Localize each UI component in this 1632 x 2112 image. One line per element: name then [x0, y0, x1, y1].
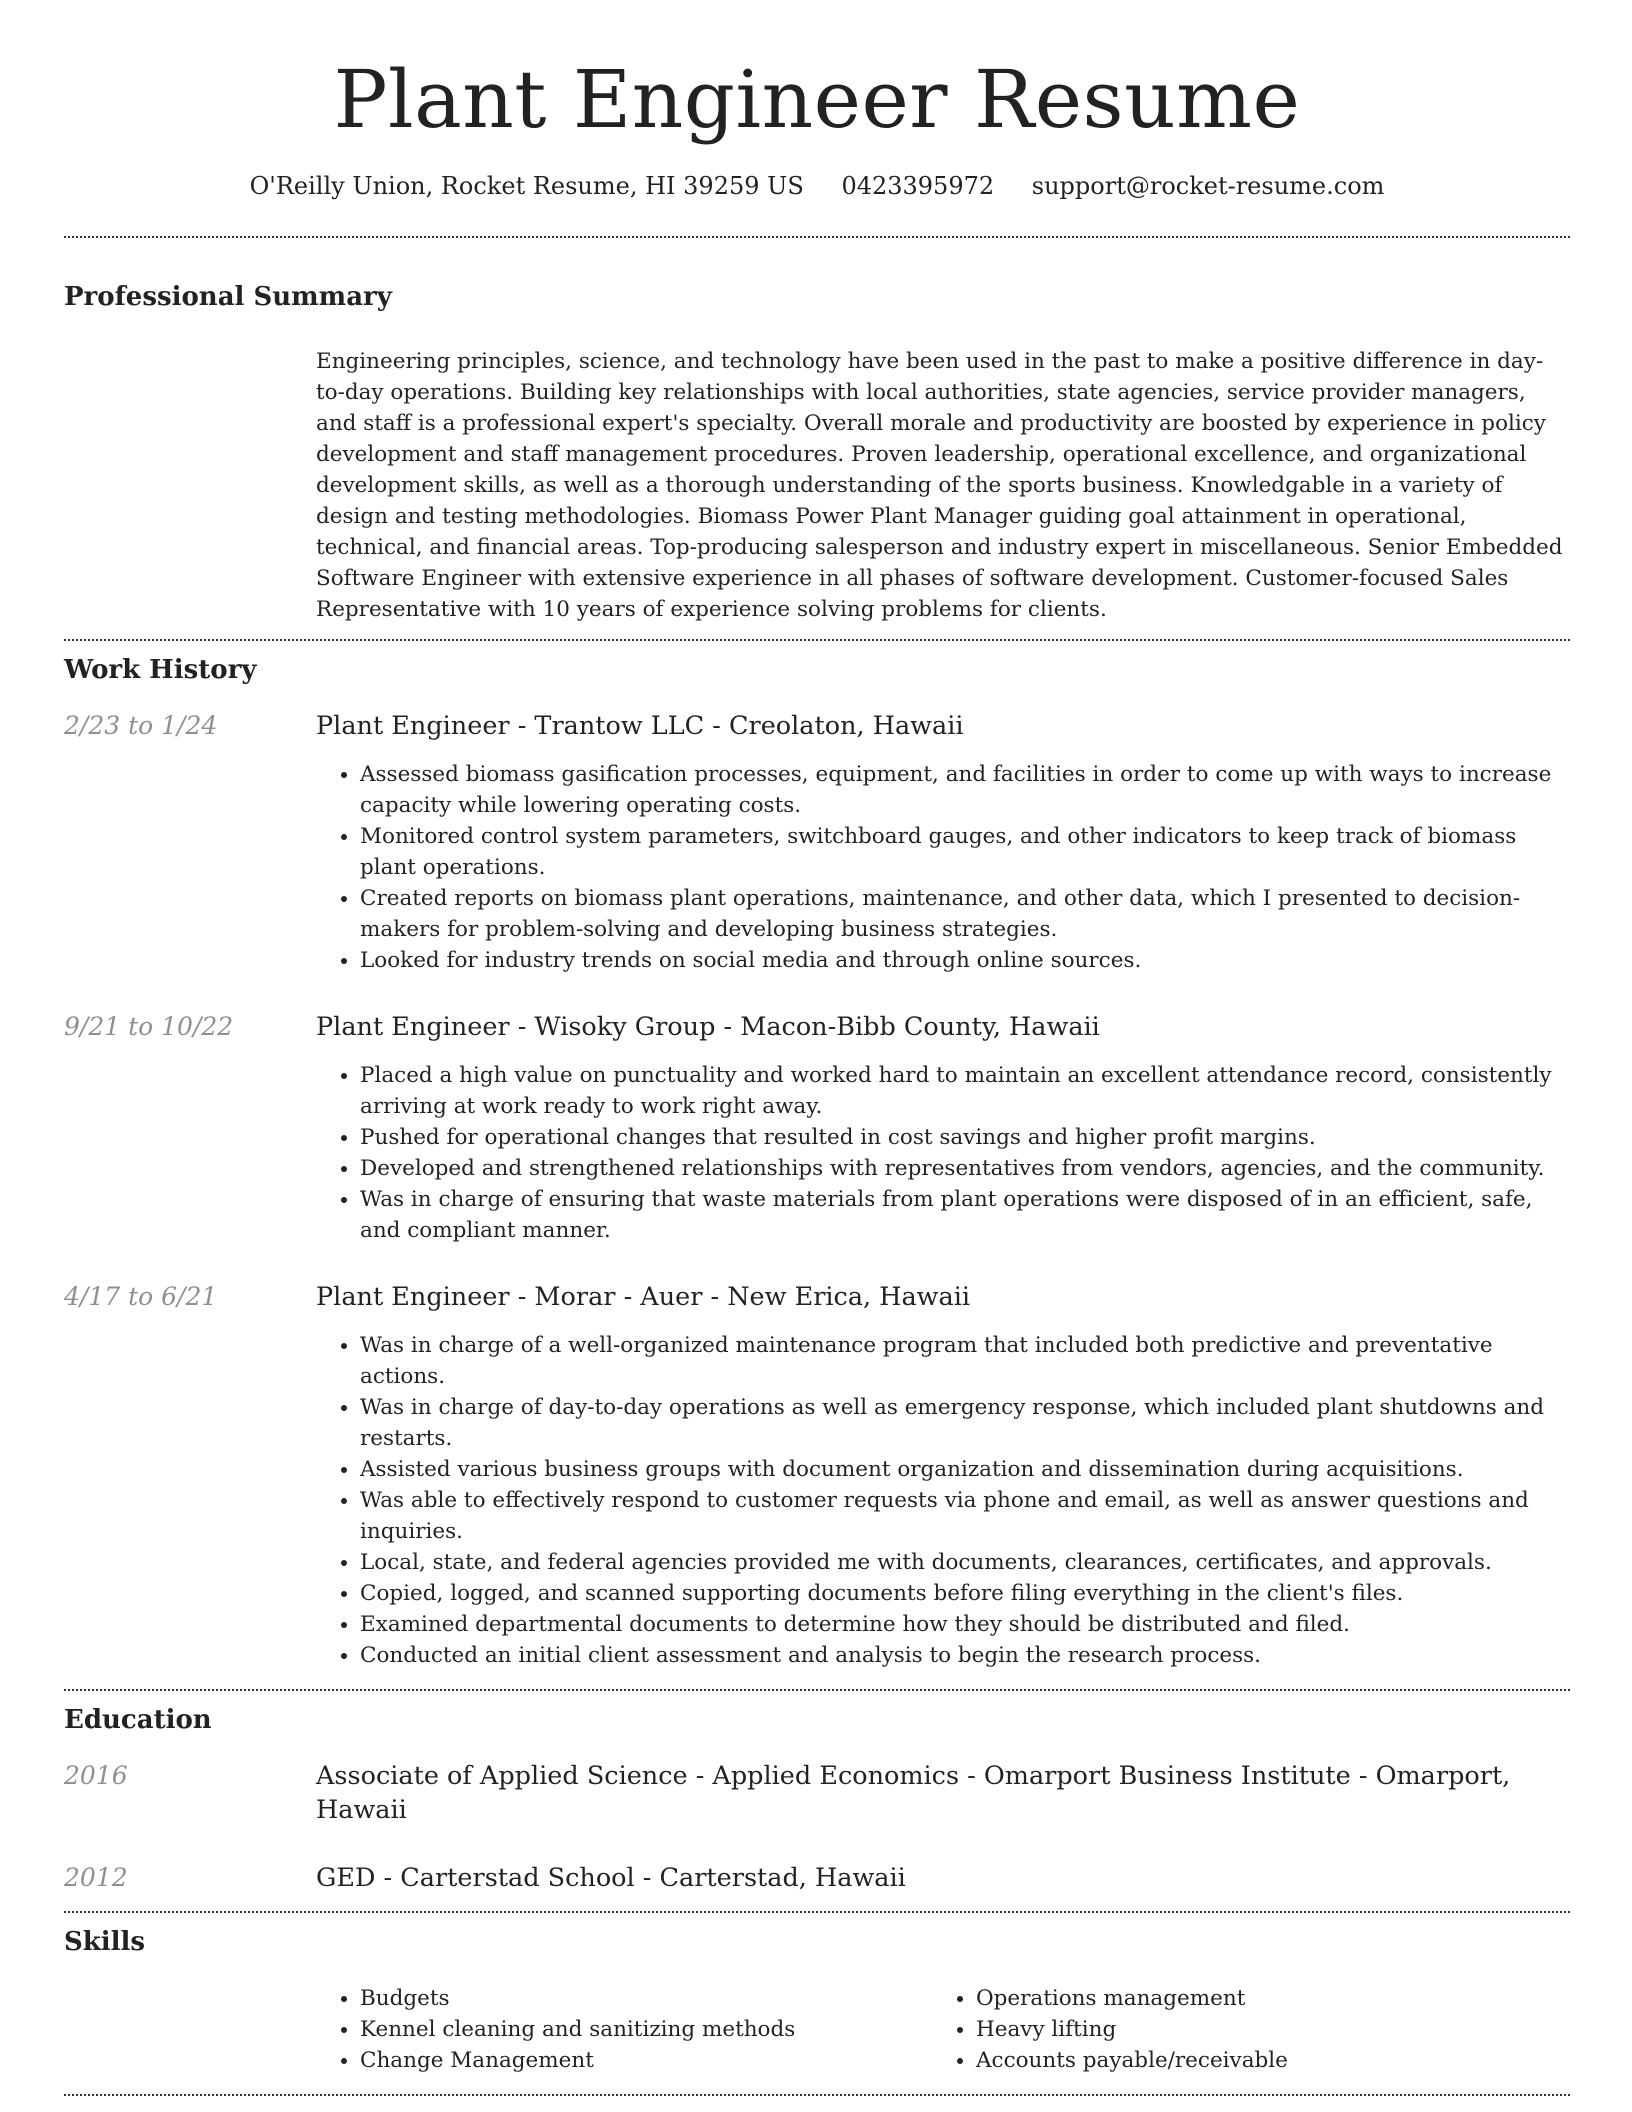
- job-entry: [64, 1280, 1570, 1671]
- skills-column-right: [932, 1983, 1548, 2076]
- summary-text: Engineering principles, science, and technology have been used in the past to make a positive difference in day-to-day operations. Building key relationships with local authorities, state agencies, service provider managers, and staff is a professional expert's specialty. Overall morale and productivity are boosted by experience in policy development and staff management procedures. Proven leadership, operational excellence, and organizational development skills, as well as a thorough understanding of the sports business. Knowledgable in a variety of design and testing methodologies. Biomass Power Plant Manager guiding goal attainment in operational, technical, and financial areas. Top-producing salesperson and industry expert in miscellaneous. Senior Embedded Software Engineer with extensive experience in all phases of software development. Customer-focused Sales Representative with 10 years of experience solving problems for clients.: [316, 349, 1563, 622]
- section-title-skills: Skills: [64, 1927, 146, 1957]
- section-title-work-history: Work History: [64, 655, 257, 685]
- contact-email: support@rocket-resume.com: [1031, 172, 1385, 200]
- education-detail: GED - Carterstad School - Carterstad, Hawaii: [316, 1863, 906, 1893]
- education-detail: Associate of Applied Science - Applied Economics - Omarport Business Institute - Omarport, Hawaii: [316, 1761, 1511, 1825]
- skill-item: • Operations management: [976, 1983, 1548, 2014]
- divider: [64, 2094, 1570, 2096]
- job-bullet: • Copied, logged, and scanned supporting documents before filing everything in the client's files.: [360, 1578, 1570, 1609]
- job-bullet: • Placed a high value on punctuality and worked hard to maintain an excellent attendance record, consistently arriving at work ready to work right away.: [360, 1060, 1570, 1122]
- job-bullet: • Was in charge of day-to-day operations as well as emergency response, which included plant shutdowns and restarts.: [360, 1392, 1570, 1454]
- divider: [64, 1911, 1570, 1913]
- skills-column-left: [316, 1983, 932, 2076]
- job-bullet: • Assisted various business groups with document organization and dissemination during acquisitions.: [360, 1454, 1570, 1485]
- job-date: 2/23 to 1/24: [64, 711, 218, 740]
- job-bullet: • Was able to effectively respond to customer requests via phone and email, as well as answer questions and inquiries.: [360, 1485, 1570, 1547]
- education-year: 2016: [64, 1761, 128, 1790]
- section-title-education: Education: [64, 1705, 212, 1735]
- education-year: 2012: [64, 1863, 128, 1892]
- job-entry: [64, 709, 1570, 976]
- job-bullet: • Pushed for operational changes that resulted in cost savings and higher profit margins.: [360, 1122, 1570, 1153]
- job-entry: [64, 1010, 1570, 1246]
- job-header: [64, 709, 1570, 743]
- contact-line: [64, 170, 1570, 202]
- job-role: Plant Engineer - Wisoky Group - Macon-Bibb County, Hawaii: [316, 1012, 1100, 1042]
- resume-page: [64, 0, 1570, 2096]
- job-bullet: • Local, state, and federal agencies provided me with documents, clearances, certificates, and approvals.: [360, 1547, 1570, 1578]
- job-date: 4/17 to 6/21: [64, 1282, 218, 1311]
- job-bullet: • Monitored control system parameters, switchboard gauges, and other indicators to keep track of biomass plant operations.: [360, 821, 1570, 883]
- job-bullet: • Was in charge of a well-organized maintenance program that included both predictive and preventative actions.: [360, 1330, 1570, 1392]
- job-date: 9/21 to 10/22: [64, 1012, 234, 1041]
- job-bullets: [316, 759, 1570, 976]
- skill-item: • Budgets: [360, 1983, 932, 2014]
- job-bullet: • Conducted an initial client assessment and analysis to begin the research process.: [360, 1640, 1570, 1671]
- resume-title: Plant Engineer Resume: [333, 53, 1301, 146]
- job-bullet: • Was in charge of ensuring that waste materials from plant operations were disposed of in an efficient, safe, and compliant manner.: [360, 1184, 1570, 1246]
- job-bullet: • Looked for industry trends on social media and through online sources.: [360, 945, 1570, 976]
- job-header: [64, 1280, 1570, 1314]
- divider: [64, 639, 1570, 641]
- job-bullets: [316, 1330, 1570, 1671]
- skills-list: [316, 1983, 1570, 2076]
- skill-item: • Accounts payable/receivable: [976, 2045, 1548, 2076]
- education-entry: [64, 1861, 1570, 1895]
- job-bullet: • Examined departmental documents to determine how they should be distributed and filed.: [360, 1609, 1570, 1640]
- contact-phone: 0423395972: [841, 172, 995, 200]
- skill-item: • Heavy lifting: [976, 2014, 1548, 2045]
- job-role: Plant Engineer - Morar - Auer - New Erica, Hawaii: [316, 1282, 971, 1312]
- job-bullets: [316, 1060, 1570, 1246]
- job-bullet: • Assessed biomass gasification processes, equipment, and facilities in order to come up with ways to increase capacity while lowering operating costs.: [360, 759, 1570, 821]
- section-title-summary: Professional Summary: [64, 282, 392, 312]
- job-bullet: • Developed and strengthened relationships with representatives from vendors, agencies, and the community.: [360, 1153, 1570, 1184]
- job-role: Plant Engineer - Trantow LLC - Creolaton, Hawaii: [316, 711, 964, 741]
- divider: [64, 236, 1570, 238]
- divider: [64, 1689, 1570, 1691]
- skill-item: • Kennel cleaning and sanitizing methods: [360, 2014, 932, 2045]
- contact-address: O'Reilly Union, Rocket Resume, HI 39259 US: [249, 172, 804, 200]
- education-entry: [64, 1759, 1570, 1827]
- skill-item: • Change Management: [360, 2045, 932, 2076]
- job-header: [64, 1010, 1570, 1044]
- job-bullet: • Created reports on biomass plant operations, maintenance, and other data, which I presented to decision-makers for problem-solving and developing business strategies.: [360, 883, 1570, 945]
